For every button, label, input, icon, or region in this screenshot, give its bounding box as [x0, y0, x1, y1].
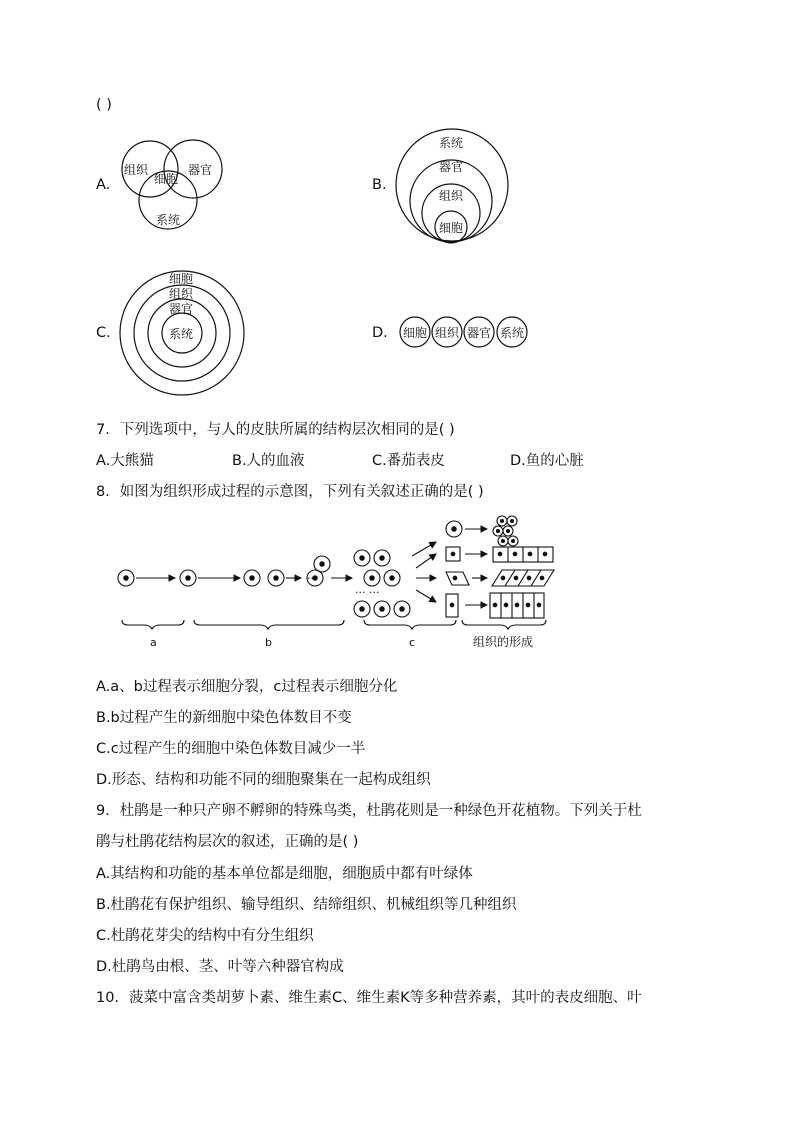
figure-label-c: c [409, 636, 416, 649]
brace-a [122, 620, 184, 629]
q8-option-a: A.a、b过程表示细胞分裂，c过程表示细胞分化 [96, 679, 398, 695]
arrow-c4 [416, 590, 436, 602]
figure-label-tissue-formation: 组织的形成 [473, 635, 534, 649]
arrow-c1 [412, 542, 436, 556]
q6-option-b-nested-diagram [392, 125, 522, 245]
brace-b [194, 620, 344, 629]
venn-label-system: 系统 [156, 213, 181, 227]
tissue-square-row [493, 547, 553, 562]
q9-option-d: D.杜鹃鸟由根、茎、叶等六种器官构成 [96, 959, 344, 975]
diff-cell-rectangle [446, 594, 458, 617]
chain-label-cell: 细胞 [403, 326, 428, 340]
brace-d [462, 620, 546, 629]
diff-cell-square [446, 547, 460, 561]
q6-option-c-letter: C. [96, 325, 111, 341]
label-organ: 器官 [439, 160, 464, 174]
label-cell: 细胞 [439, 221, 464, 235]
tissue-rectangle-row [490, 593, 544, 618]
q9-option-b: B.杜鹃花有保护组织、输导组织、结缔组织、机械组织等几种组织 [96, 897, 517, 913]
q8-option-b: B.b过程产生的新细胞中染色体数目不变 [96, 710, 352, 726]
q8-option-d: D.形态、结构和功能不同的细胞聚集在一起构成组织 [96, 772, 431, 788]
q6-option-a-letter: A. [96, 177, 111, 193]
q10-stem-line-1: 10．菠菜中富含类胡萝卜素、维生素C、维生素K等多种营养素，其叶的表皮细胞、叶 [96, 990, 642, 1006]
venn-label-tissue: 组织 [124, 163, 149, 177]
tissue-parallelogram-row [492, 570, 554, 586]
q6-option-d-chain-diagram [398, 315, 533, 351]
diff-cell-parallelogram [446, 572, 469, 585]
q8-option-c: C.c过程产生的细胞中染色体数目减少一半 [96, 741, 366, 757]
svg-text:··· ···: ··· ··· [355, 586, 380, 599]
figure-label-a: a [150, 636, 157, 649]
q7-stem: 7．下列选项中，与人的皮肤所属的结构层次相同的是( ) [96, 422, 455, 438]
arrow-c2 [416, 554, 436, 568]
stage-a-cell [118, 570, 134, 586]
stage-b-cell [180, 570, 196, 586]
diff-cell-round [446, 521, 462, 537]
q8-stem: 8．如图为组织形成过程的示意图，下列有关叙述正确的是( ) [96, 484, 484, 500]
q7-option-a: A.大熊猫 [96, 453, 154, 469]
stage-b-cell [314, 556, 330, 572]
figure-label-b: b [265, 636, 272, 649]
label-system: 系统 [439, 136, 464, 150]
chain-label-system: 系统 [500, 326, 525, 340]
ring-label-cell: 细胞 [169, 272, 194, 286]
q6-stem-tail: ( ) [96, 97, 112, 113]
q8-tissue-formation-figure [112, 512, 562, 657]
svg-text:···: ··· [307, 572, 318, 585]
q6-option-a-venn-diagram [110, 130, 260, 240]
q7-option-b: B.人的血液 [232, 453, 305, 469]
ring-label-system: 系统 [169, 327, 194, 341]
q9-stem-line-1: 9．杜鹃是一种只产卵不孵卵的特殊鸟类，杜鹃花则是一种绿色开花植物。下列关于杜 [96, 803, 642, 819]
tissue-round-cluster [493, 516, 518, 546]
ring-label-tissue: 组织 [169, 287, 194, 301]
q9-stem-line-2: 鹃与杜鹃花结构层次的叙述，正确的是( ) [96, 834, 359, 850]
stage-b-cell [244, 570, 284, 586]
q9-option-c: C.杜鹃花芽尖的结构中有分生组织 [96, 928, 314, 944]
q6-option-b-letter: B. [372, 177, 387, 193]
q9-option-a: A.其结构和功能的基本单位都是细胞，细胞质中都有叶绿体 [96, 866, 473, 882]
chain-label-organ: 器官 [467, 326, 492, 340]
q6-option-c-concentric-diagram [115, 268, 250, 398]
venn-label-organ: 器官 [188, 163, 213, 177]
stage-b-cell-cluster [354, 550, 410, 617]
label-tissue: 组织 [439, 189, 464, 203]
ring-label-organ: 器官 [169, 302, 194, 316]
q7-option-c: C.番茄表皮 [372, 453, 445, 469]
brace-c [364, 620, 456, 629]
q7-option-d: D.鱼的心脏 [510, 453, 584, 469]
venn-label-cell: 细胞 [154, 172, 179, 186]
chain-label-tissue: 组织 [435, 326, 460, 340]
q6-option-d-letter: D. [372, 325, 388, 341]
